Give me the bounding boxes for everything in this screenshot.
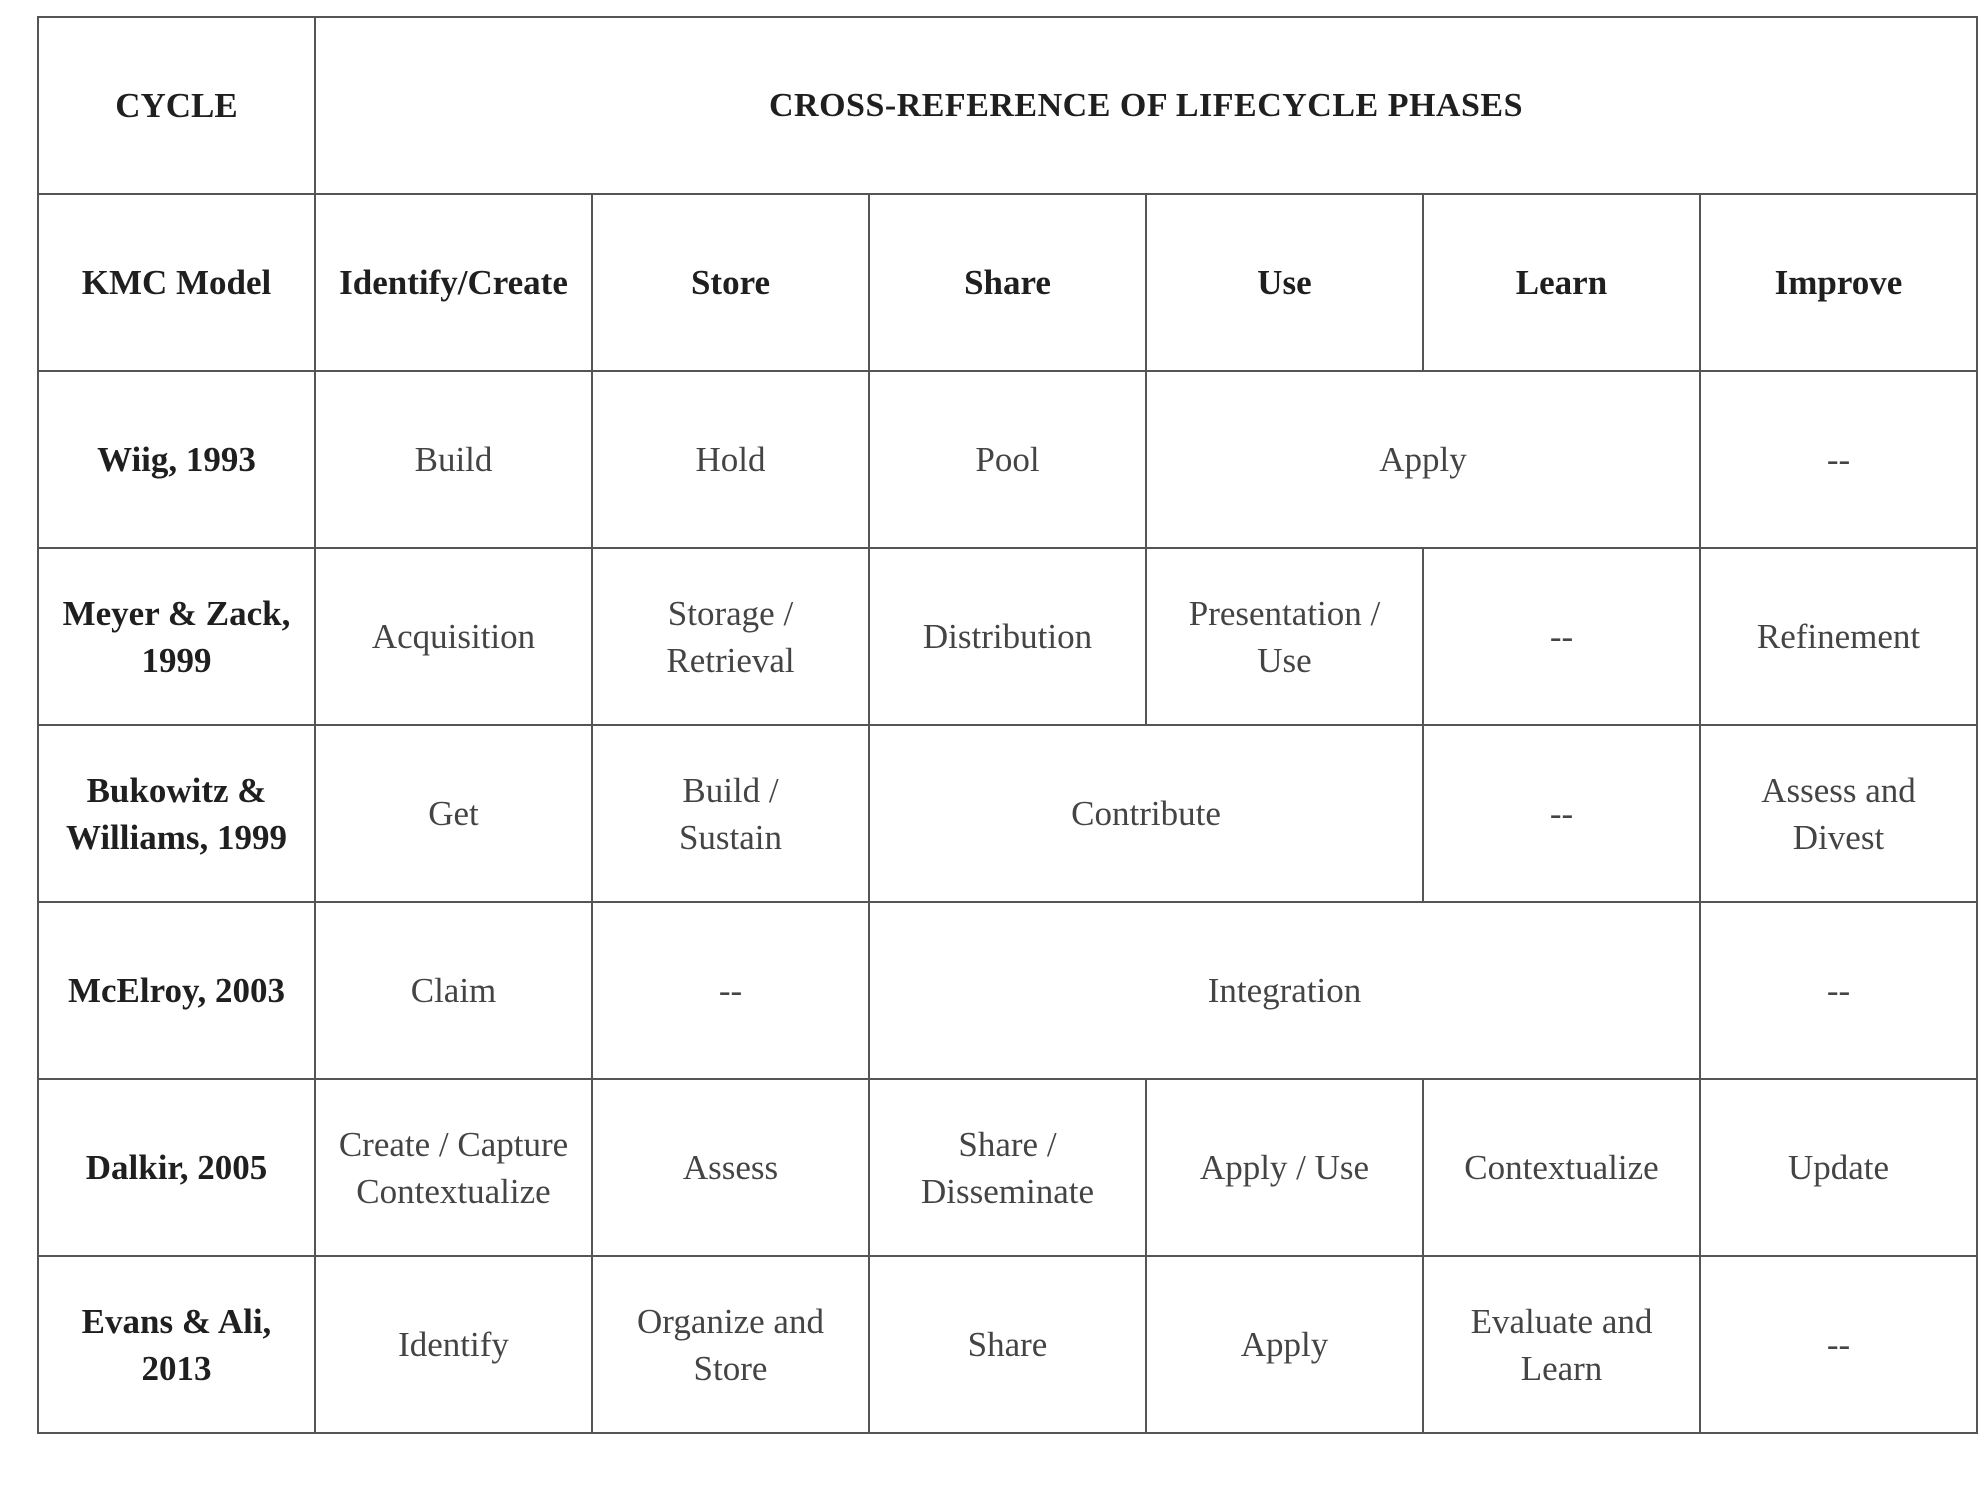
table-cell: Apply bbox=[1146, 1256, 1423, 1433]
table-cell: -- bbox=[592, 902, 869, 1079]
table-cell: Claim bbox=[315, 902, 592, 1079]
table-cell: Refinement bbox=[1700, 548, 1977, 725]
table-row bbox=[38, 371, 1977, 548]
table-row bbox=[38, 725, 1977, 902]
table-cell: -- bbox=[1423, 548, 1700, 725]
cycle-header-cell: CYCLE bbox=[38, 17, 315, 194]
phase-header-improve: Improve bbox=[1700, 194, 1977, 371]
table-cell: Create / Capture Contextualize bbox=[315, 1079, 592, 1256]
phase-header-row bbox=[38, 194, 1977, 371]
table-cell: Presentation / Use bbox=[1146, 548, 1423, 725]
table-cell: Get bbox=[315, 725, 592, 902]
row-label-cell: Meyer & Zack, 1999 bbox=[38, 548, 315, 725]
table-cell: Contribute bbox=[869, 725, 1423, 902]
table-cell: Contextualize bbox=[1423, 1079, 1700, 1256]
phase-header-store: Store bbox=[592, 194, 869, 371]
row-label-cell: McElroy, 2003 bbox=[38, 902, 315, 1079]
table-cell: Build bbox=[315, 371, 592, 548]
table-cell: Pool bbox=[869, 371, 1146, 548]
table-cell: Storage / Retrieval bbox=[592, 548, 869, 725]
table-cell: Distribution bbox=[869, 548, 1146, 725]
phase-header-identify-create: Identify/Create bbox=[315, 194, 592, 371]
table-cell: Update bbox=[1700, 1079, 1977, 1256]
row-label-cell: Dalkir, 2005 bbox=[38, 1079, 315, 1256]
kmc-model-header-cell: KMC Model bbox=[38, 194, 315, 371]
row-label-cell: Wiig, 1993 bbox=[38, 371, 315, 548]
table-cell: Identify bbox=[315, 1256, 592, 1433]
table-cell: Assess and Divest bbox=[1700, 725, 1977, 902]
table-cell: Apply bbox=[1146, 371, 1700, 548]
phase-header-share: Share bbox=[869, 194, 1146, 371]
lifecycle-table-wrapper bbox=[37, 16, 1978, 1434]
table-title-cell: CROSS-REFERENCE OF LIFECYCLE PHASES bbox=[315, 17, 1977, 194]
table-cell: -- bbox=[1700, 371, 1977, 548]
phase-header-learn: Learn bbox=[1423, 194, 1700, 371]
table-row bbox=[38, 902, 1977, 1079]
table-row bbox=[38, 1079, 1977, 1256]
table-cell: Assess bbox=[592, 1079, 869, 1256]
table-cell: Build / Sustain bbox=[592, 725, 869, 902]
phase-header-use: Use bbox=[1146, 194, 1423, 371]
table-cell: -- bbox=[1423, 725, 1700, 902]
table-cell: Integration bbox=[869, 902, 1700, 1079]
table-cell: Apply / Use bbox=[1146, 1079, 1423, 1256]
table-cell: -- bbox=[1700, 1256, 1977, 1433]
table-cell: Evaluate and Learn bbox=[1423, 1256, 1700, 1433]
table-cell: -- bbox=[1700, 902, 1977, 1079]
table-cell: Organize and Store bbox=[592, 1256, 869, 1433]
table-row bbox=[38, 548, 1977, 725]
table-cell: Acquisition bbox=[315, 548, 592, 725]
lifecycle-cross-reference-table bbox=[37, 16, 1978, 1434]
row-label-cell: Bukowitz & Williams, 1999 bbox=[38, 725, 315, 902]
table-cell: Hold bbox=[592, 371, 869, 548]
row-label-cell: Evans & Ali, 2013 bbox=[38, 1256, 315, 1433]
table-cell: Share / Disseminate bbox=[869, 1079, 1146, 1256]
table-cell: Share bbox=[869, 1256, 1146, 1433]
table-row bbox=[38, 1256, 1977, 1433]
title-row bbox=[38, 17, 1977, 194]
